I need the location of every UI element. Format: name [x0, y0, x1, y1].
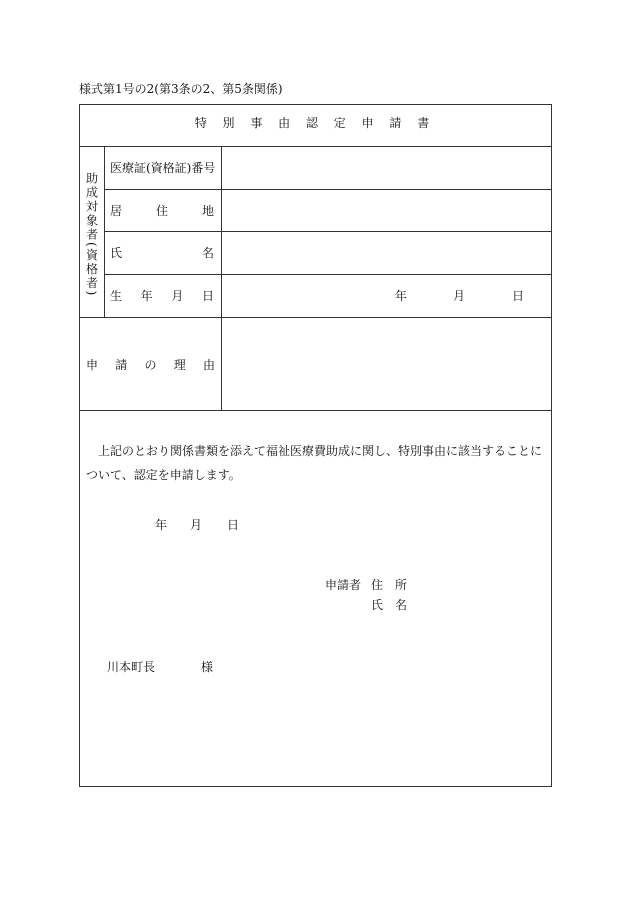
address-label-char: 地	[201, 204, 214, 218]
divider	[104, 189, 552, 190]
date-year-unit: 年	[155, 518, 168, 532]
applicant-address-char: 住	[371, 578, 384, 592]
addressee-name: 川本町長	[107, 660, 156, 674]
divider	[104, 231, 552, 232]
name-label-char: 名	[201, 246, 214, 260]
birth-day-unit: 日	[512, 289, 525, 303]
reason-label-char: 理	[173, 358, 186, 372]
divider	[221, 146, 222, 410]
divider	[79, 146, 552, 147]
birth-month-unit: 月	[453, 289, 466, 303]
form-caption: 様式第1号の2(第3条の2、第5条関係)	[79, 82, 283, 96]
divider	[79, 317, 552, 318]
address-label	[110, 204, 214, 218]
birthdate-label-char: 生	[110, 289, 123, 303]
date-day-unit: 日	[227, 518, 240, 532]
divider	[79, 410, 552, 411]
applicant-address-char: 所	[395, 578, 408, 592]
divider	[104, 146, 105, 317]
address-label-char: 居	[110, 204, 123, 218]
address-label-char: 住	[155, 204, 168, 218]
reason-label-char: 申	[86, 358, 99, 372]
statement-text: 上記のとおり関係書類を添えて福祉医療費助成に関し、特別事由に該当することについて、認定を申請します。	[86, 444, 543, 482]
applicant-name-char: 氏	[371, 598, 384, 612]
birthdate-label	[110, 289, 214, 303]
reason-label-char: 請	[115, 358, 128, 372]
cert-number-label: 医療証(資格証)番号	[110, 161, 216, 175]
addressee-honorific: 様	[201, 660, 214, 674]
reason-label-char: 由	[202, 358, 215, 372]
applicant-name-char: 名	[395, 598, 408, 612]
birthdate-label-char: 月	[171, 289, 184, 303]
birthdate-label-char: 日	[201, 289, 214, 303]
birth-year-unit: 年	[395, 289, 408, 303]
name-label-char: 氏	[110, 246, 123, 260]
applicant-label: 申請者	[325, 578, 362, 592]
divider	[104, 274, 552, 275]
reason-label	[86, 358, 215, 372]
reason-label-char: の	[144, 358, 157, 372]
form-title: 特 別 事 由 認 定 申 請 書	[194, 116, 436, 130]
subject-group-label: 助成対象者(資格者)	[84, 172, 99, 298]
birthdate-label-char: 年	[140, 289, 153, 303]
name-label	[110, 246, 214, 260]
date-month-unit: 月	[190, 518, 203, 532]
